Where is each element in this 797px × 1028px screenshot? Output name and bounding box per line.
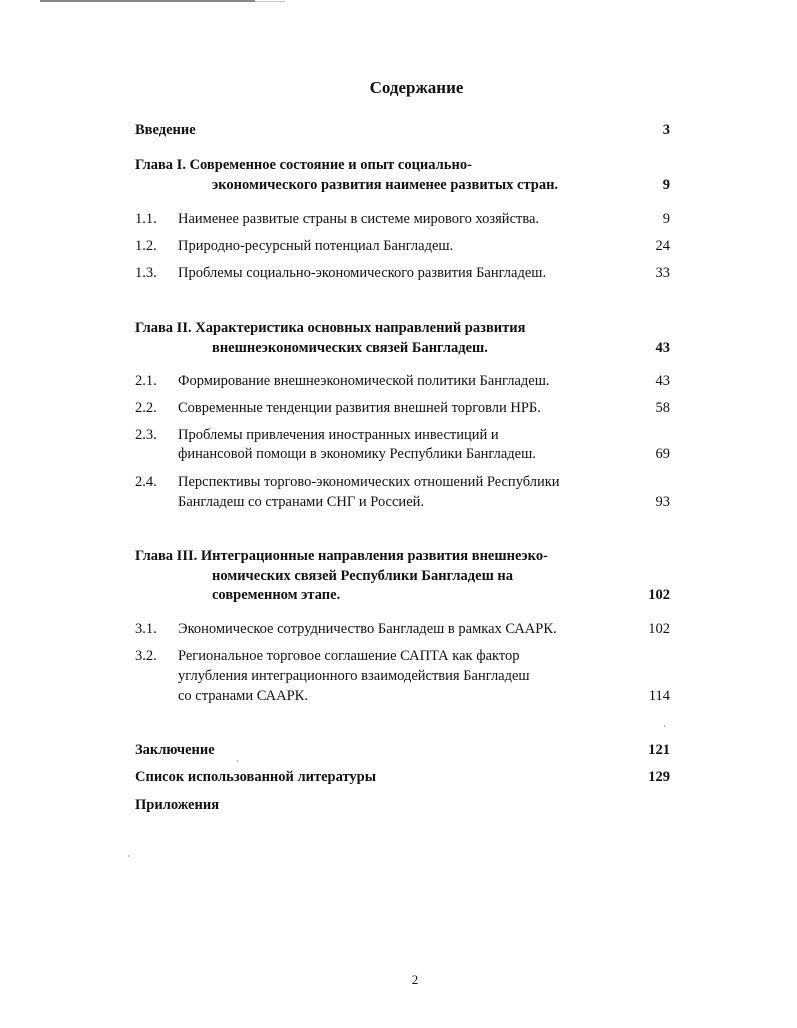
- section-title: Современные тенденции развития внешней торговли НРБ.: [178, 400, 541, 416]
- page-number: 2: [411, 972, 419, 987]
- page-title: Содержание: [369, 78, 464, 97]
- section-title: со странами СААРК.: [178, 688, 308, 704]
- section-title: Экономическое сотрудничество Бангладеш в рамках СААРК.: [178, 621, 557, 637]
- section-number: 2.2.: [135, 400, 157, 416]
- section-number: 1.2.: [135, 238, 157, 254]
- section-title: Проблемы привлечения иностранных инвестиций и: [178, 427, 499, 443]
- scan-speck: [664, 725, 665, 727]
- section-title: Региональное торговое соглашение САПТА как фактор: [178, 648, 520, 664]
- section-title: Наименее развитые страны в системе мирового хозяйства.: [178, 211, 540, 227]
- chapter-title: современном этапе.: [212, 587, 341, 603]
- toc-page: 24: [655, 238, 670, 254]
- chapter-title: Глава I. Современное состояние и опыт социально-: [135, 157, 472, 173]
- scan-speck: [237, 760, 238, 762]
- scan-artifact-line: [40, 0, 255, 2]
- chapter-title: номических связей Республики Бангладеш на: [212, 568, 514, 584]
- section-number: 1.3.: [135, 265, 157, 281]
- toc-page: 93: [655, 494, 670, 510]
- chapter-title: Глава III. Интеграционные направления развития внешнеэко-: [135, 548, 548, 564]
- toc-label: Заключение: [135, 742, 215, 758]
- section-number: 2.4.: [135, 474, 157, 490]
- toc-page: 121: [648, 742, 670, 758]
- chapter-title: Глава II. Характеристика основных направлений развития: [135, 320, 526, 336]
- section-number: 1.1.: [135, 211, 157, 227]
- toc-label: Список использованной литературы: [135, 769, 377, 785]
- section-title: Формирование внешнеэкономической политики Бангладеш.: [178, 373, 550, 389]
- section-title: финансовой помощи в экономику Республики Бангладеш.: [178, 446, 536, 462]
- toc-page: 69: [655, 446, 670, 462]
- section-title: Природно-ресурсный потенциал Бангладеш.: [178, 238, 454, 254]
- section-number: 2.1.: [135, 373, 157, 389]
- toc-page: 129: [648, 769, 670, 785]
- chapter-title: экономического развития наименее развитых стран.: [212, 177, 559, 193]
- section-title: Проблемы социально-экономического развития Бангладеш.: [178, 265, 547, 281]
- scan-artifact-line: [255, 1, 285, 2]
- section-title: Перспективы торгово-экономических отношений Республики: [178, 474, 560, 490]
- section-number: 3.2.: [135, 648, 157, 664]
- toc-page: 3: [662, 122, 670, 138]
- toc-label: Приложения: [135, 797, 220, 813]
- toc-page: 58: [655, 400, 670, 416]
- toc-label: Введение: [135, 122, 196, 138]
- section-title: углубления интеграционного взаимодействия Бангладеш: [178, 668, 530, 684]
- toc-page: 102: [648, 587, 670, 603]
- scan-speck: [128, 855, 129, 857]
- section-title: Бангладеш со странами СНГ и Россией.: [178, 494, 425, 510]
- section-number: 2.3.: [135, 427, 157, 443]
- chapter-title: внешнеэкономических связей Бангладеш.: [212, 340, 488, 356]
- section-number: 3.1.: [135, 621, 157, 637]
- toc-page: 43: [655, 340, 670, 356]
- toc-page: 9: [662, 177, 670, 193]
- toc-page: 9: [662, 211, 670, 227]
- toc-page: 114: [648, 688, 670, 704]
- toc-page: 33: [655, 265, 670, 281]
- toc-page: 102: [648, 621, 670, 637]
- toc-page: 43: [655, 373, 670, 389]
